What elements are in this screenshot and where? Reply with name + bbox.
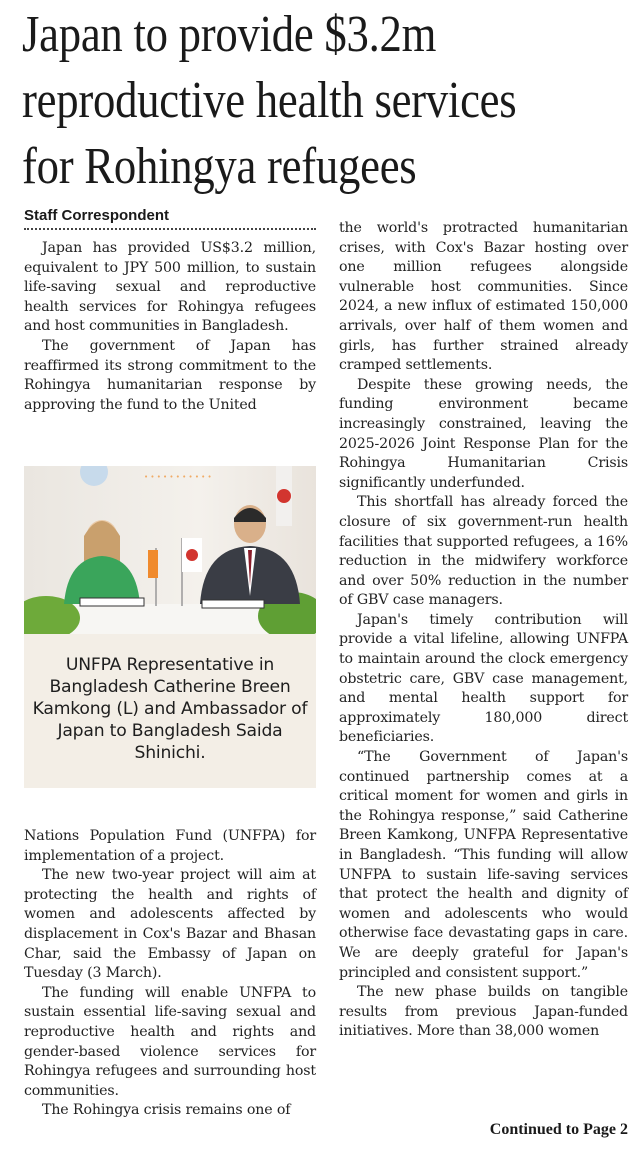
headline <box>22 2 548 200</box>
byline: Staff Correspondent <box>24 206 316 230</box>
photo-caption: UNFPA Representative in Bangladesh Catherine Breen Kamkong (L) and Ambassador of Japan to Bangladesh Saida Shinichi. <box>32 655 308 763</box>
paragraph: Nations Population Fund (UNFPA) for implementation of a project. <box>24 828 316 864</box>
headline-line-2: reproductive health services <box>22 72 517 129</box>
paragraph: The funding will enable UNFPA to sustain essential life-saving sexual and reproductive health and rights and gender-based violence services for Rohingya refugees and surrounding host communities. <box>24 984 316 1099</box>
paragraph: The new phase builds on tangible results from previous Japan-funded initiatives. More than 38,000 women <box>339 984 628 1040</box>
column-1-top <box>24 239 316 415</box>
column-1-bottom <box>24 827 316 1121</box>
headline-line-1: Japan to provide $3.2m <box>22 6 437 63</box>
paragraph: Despite these growing needs, the funding environment became increasingly constrained, leaving the 2025-2026 Joint Response Plan for the Rohingya Humanitarian Crisis significantly underfunded. <box>339 376 628 491</box>
paragraph: Japan's timely contribution will provide a vital lifeline, allowing UNFPA to maintain around the clock emergency obstetric care, GBV case management, and mental health support for approximately 180,000 direct beneficiaries. <box>339 611 628 746</box>
column-2 <box>339 219 628 1042</box>
paragraph: Japan has provided US$3.2 million, equivalent to JPY 500 million, to sustain life-saving sexual and reproductive health services for Rohingya refugees and host communities in Bangladesh. <box>24 240 316 335</box>
paragraph: This shortfall has already forced the closure of six government-run health facilities that supported refugees, a 16% reduction in the midwifery workforce and over 50% reduction in the number of GBV case managers. <box>339 494 628 609</box>
svg-text:• • • • • • • • • • •: • • • • • • • • • • • <box>144 473 212 481</box>
signing-photo-illustration <box>24 466 316 634</box>
paragraph: “The Government of Japan's continued partnership comes at a critical moment for women and girls in the Rohingya response,” said Catherine Breen Kamkong, UNFPA Representative in Bangladesh. “This funding will allow UNFPA to sustain life-saving services that protect the health and dignity of women and adolescents who would otherwise face devastating gaps in care. We are deeply grateful for Japan's principled and consistent support.” <box>339 749 628 981</box>
paragraph: The new two-year project will aim at protecting the health and rights of women and adolescents affected by displacement in Cox's Bazar and Bhasan Char, said the Embassy of Japan on Tuesday (3 March). <box>24 867 316 982</box>
paragraph: The government of Japan has reaffirmed its strong commitment to the Rohingya humanitarian response by approving the fund to the United <box>24 337 316 413</box>
signing-photo <box>24 466 316 634</box>
continued-link[interactable]: Continued to Page 2 <box>489 1121 628 1138</box>
paragraph: the world's protracted humanitarian crises, with Cox's Bazar hosting over one million refugees alongside vulnerable host communities. Since 2024, a new influx of estimated 150,000 arrivals, over half of them women and girls, has further strained already cramped settlements. <box>339 220 628 374</box>
paragraph: The Rohingya crisis remains one of <box>42 1102 291 1119</box>
headline-line-3: for Rohingya refugees <box>22 138 417 195</box>
